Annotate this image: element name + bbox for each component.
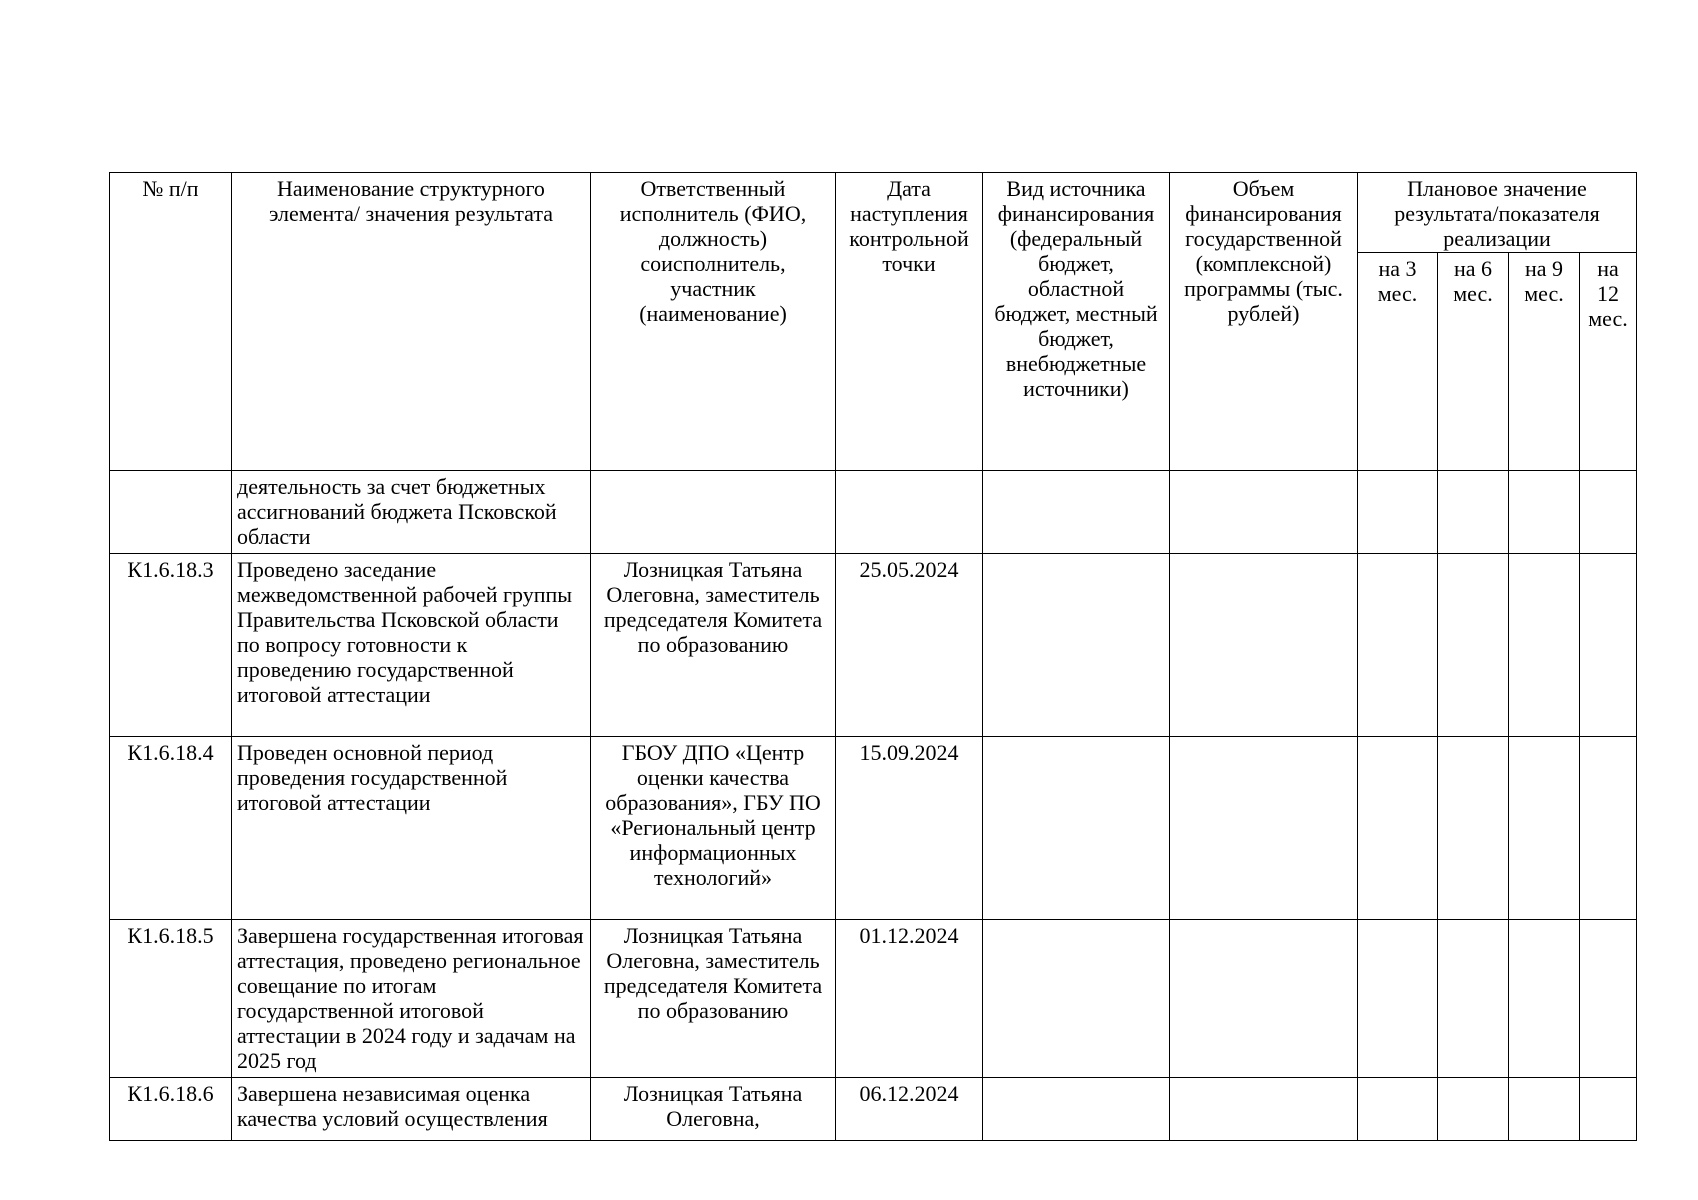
header-date: Дата наступления контрольной точки <box>836 173 983 471</box>
row-plan-9 <box>1509 471 1580 554</box>
header-plan-9-months: на 9 мес. <box>1509 253 1580 471</box>
row-name: Проведен основной период проведения государственной итоговой аттестации <box>232 737 591 920</box>
row-plan-6 <box>1438 554 1509 737</box>
table-row <box>110 737 1637 920</box>
row-funding-volume <box>1170 1078 1358 1141</box>
row-number <box>110 471 232 554</box>
row-responsible <box>591 471 836 554</box>
table-row <box>110 1078 1637 1141</box>
header-plan-12-months: на 12 мес. <box>1580 253 1637 471</box>
row-plan-12 <box>1580 1078 1637 1141</box>
row-funding-volume <box>1170 920 1358 1078</box>
row-name: Завершена государственная итоговая аттестация, проведено региональное совещание по итогам государственной итоговой аттестации в 2024 году и задачам на 2025 год <box>232 920 591 1078</box>
row-date <box>836 471 983 554</box>
header-row <box>110 173 1637 253</box>
row-plan-3 <box>1358 471 1438 554</box>
row-name: Проведено заседание межведомственной рабочей группы Правительства Псковской области по вопросу готовности к проведению государственной итоговой аттестации <box>232 554 591 737</box>
row-funding-source <box>983 1078 1170 1141</box>
row-plan-3 <box>1358 920 1438 1078</box>
row-responsible: Лозницкая Татьяна Олеговна, <box>591 1078 836 1141</box>
row-funding-volume <box>1170 554 1358 737</box>
row-plan-9 <box>1509 920 1580 1078</box>
header-funding-source: Вид источника финансирования (федеральный бюджет, областной бюджет, местный бюджет, внебюджетные источники) <box>983 173 1170 471</box>
row-date: 01.12.2024 <box>836 920 983 1078</box>
row-date: 06.12.2024 <box>836 1078 983 1141</box>
row-plan-6 <box>1438 920 1509 1078</box>
row-plan-12 <box>1580 737 1637 920</box>
row-plan-12 <box>1580 920 1637 1078</box>
header-plan-value: Плановое значение результата/показателя реализации <box>1358 173 1637 253</box>
header-plan-3-months: на 3 мес. <box>1358 253 1438 471</box>
row-number: К1.6.18.4 <box>110 737 232 920</box>
row-plan-9 <box>1509 737 1580 920</box>
row-plan-12 <box>1580 554 1637 737</box>
row-funding-volume <box>1170 471 1358 554</box>
table-row <box>110 554 1637 737</box>
row-plan-3 <box>1358 1078 1438 1141</box>
header-responsible: Ответственный исполнитель (ФИО, должность) соисполнитель, участник (наименование) <box>591 173 836 471</box>
header-num: № п/п <box>110 173 232 471</box>
row-funding-volume <box>1170 737 1358 920</box>
header-plan-6-months: на 6 мес. <box>1438 253 1509 471</box>
row-funding-source <box>983 471 1170 554</box>
row-plan-9 <box>1509 554 1580 737</box>
table-row <box>110 920 1637 1078</box>
header-name: Наименование структурного элемента/ значения результата <box>232 173 591 471</box>
table-row <box>110 471 1637 554</box>
row-responsible: Лозницкая Татьяна Олеговна, заместитель председателя Комитета по образованию <box>591 554 836 737</box>
row-plan-12 <box>1580 471 1637 554</box>
row-plan-3 <box>1358 554 1438 737</box>
row-number: К1.6.18.3 <box>110 554 232 737</box>
header-funding-volume: Объем финансирования государственной (комплексной) программы (тыс. рублей) <box>1170 173 1358 471</box>
row-date: 25.05.2024 <box>836 554 983 737</box>
row-plan-9 <box>1509 1078 1580 1141</box>
row-plan-6 <box>1438 471 1509 554</box>
row-name: деятельность за счет бюджетных ассигнований бюджета Псковской области <box>232 471 591 554</box>
row-funding-source <box>983 554 1170 737</box>
row-number: К1.6.18.6 <box>110 1078 232 1141</box>
row-funding-source <box>983 737 1170 920</box>
row-plan-3 <box>1358 737 1438 920</box>
row-number: К1.6.18.5 <box>110 920 232 1078</box>
row-name: Завершена независимая оценка качества условий осуществления <box>232 1078 591 1141</box>
row-plan-6 <box>1438 737 1509 920</box>
row-funding-source <box>983 920 1170 1078</box>
row-responsible: ГБОУ ДПО «Центр оценки качества образования», ГБУ ПО «Региональный центр информационных технологий» <box>591 737 836 920</box>
row-responsible: Лозницкая Татьяна Олеговна, заместитель председателя Комитета по образованию <box>591 920 836 1078</box>
row-date: 15.09.2024 <box>836 737 983 920</box>
row-plan-6 <box>1438 1078 1509 1141</box>
control-points-table <box>109 172 1637 1141</box>
